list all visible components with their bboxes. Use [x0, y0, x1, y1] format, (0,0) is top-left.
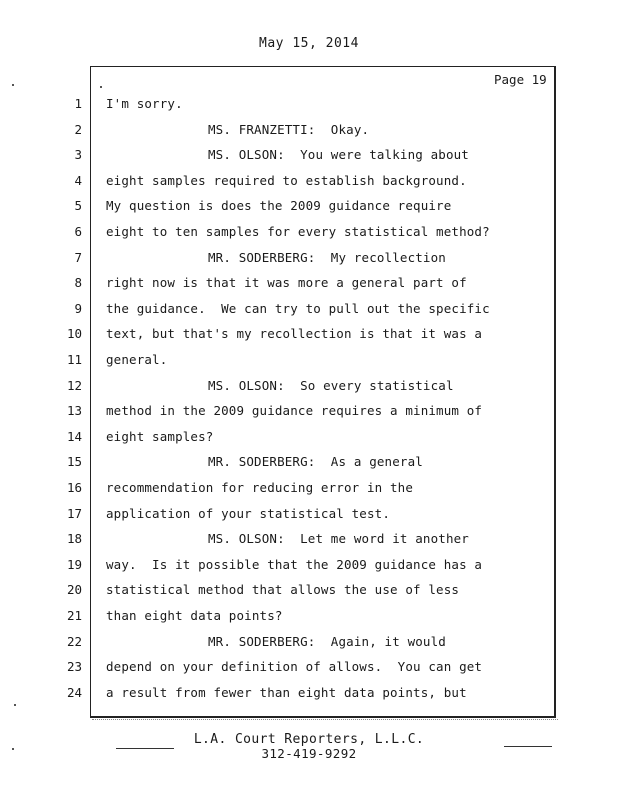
line-number: 5 [74, 198, 82, 214]
line-text: than eight data points? [106, 608, 283, 623]
transcript-line [0, 506, 618, 526]
line-number: 12 [66, 377, 82, 393]
transcript-line [0, 250, 618, 270]
transcript-line [0, 429, 618, 449]
line-text: method in the 2009 guidance requires a minimum of [106, 403, 483, 419]
transcript-line [0, 634, 618, 654]
line-number: 24 [66, 684, 82, 700]
line-number: 9 [74, 300, 82, 316]
line-number: 15 [66, 454, 82, 470]
line-text: MR. SODERBERG: My recollection [208, 249, 446, 265]
transcript-line [0, 275, 618, 295]
line-text: way. Is it possible that the 2009 guidance has a [106, 556, 483, 572]
line-number: 21 [66, 608, 82, 623]
frame-bottom-shadow [92, 719, 558, 722]
line-number: 8 [74, 275, 82, 291]
line-number: 17 [66, 505, 82, 521]
transcript-line [0, 301, 618, 321]
transcript-line [0, 531, 618, 551]
line-text: My question is does the 2009 guidance require [106, 198, 452, 214]
line-text: eight samples? [106, 428, 214, 444]
line-number: 7 [74, 249, 82, 265]
line-text: statistical method that allows the use of less [106, 582, 460, 598]
line-text: right now is that it was more a general part of [106, 275, 467, 291]
transcript-line [0, 403, 618, 423]
line-number: 20 [66, 582, 82, 598]
transcript-line [0, 480, 618, 500]
line-text: general. [106, 352, 168, 367]
page-number: Page 19 [494, 72, 547, 87]
line-text: application of your statistical test. [106, 505, 390, 521]
transcript-date: May 15, 2014 [259, 36, 359, 51]
line-text: a result from fewer than eight data points, but [106, 684, 467, 700]
line-text: MS. OLSON: So every statistical [208, 377, 454, 393]
court-reporter-phone: 312-419-9292 [261, 746, 357, 761]
transcript-line [0, 147, 618, 167]
scan-speck [12, 84, 14, 86]
transcript-line [0, 198, 618, 218]
line-number: 4 [74, 172, 82, 188]
line-number: 13 [66, 403, 82, 419]
transcript-line [0, 96, 618, 116]
line-number: 11 [66, 352, 82, 367]
line-text: MR. SODERBERG: Again, it would [208, 633, 446, 649]
line-text: I'm sorry. [106, 96, 183, 111]
line-number: 14 [66, 428, 82, 444]
scan-speck [12, 748, 14, 750]
line-text: MS. OLSON: Let me word it another [208, 531, 469, 547]
line-number: 3 [74, 147, 82, 163]
transcript-line [0, 173, 618, 193]
line-number: 23 [66, 659, 82, 675]
line-number: 6 [74, 224, 82, 239]
line-number: 16 [66, 480, 82, 495]
transcript-line [0, 557, 618, 577]
line-text: eight to ten samples for every statistical method? [106, 224, 490, 239]
transcript-line [0, 122, 618, 142]
transcript-line [0, 685, 618, 705]
transcript-line [0, 326, 618, 346]
transcript-line [0, 352, 618, 372]
line-text: eight samples required to establish background. [106, 172, 467, 188]
line-text: MS. FRANZETTI: Okay. [208, 121, 370, 137]
court-reporter-name: L.A. Court Reporters, L.L.C. [193, 732, 425, 747]
line-number: 22 [66, 633, 82, 649]
transcript-line [0, 608, 618, 628]
line-text: depend on your definition of allows. You can get [106, 659, 483, 675]
line-number: 2 [74, 121, 82, 137]
line-text: the guidance. We can try to pull out the specific [106, 300, 490, 316]
line-number: 19 [66, 556, 82, 572]
transcript-line [0, 582, 618, 602]
line-text: recommendation for reducing error in the [106, 480, 414, 495]
line-number: 1 [74, 96, 82, 111]
line-text: MR. SODERBERG: As a general [208, 454, 423, 470]
scan-speck [14, 704, 16, 706]
transcript-line [0, 454, 618, 474]
transcript-line [0, 224, 618, 244]
line-number: 10 [66, 326, 82, 342]
transcript-line [0, 378, 618, 398]
line-text: MS. OLSON: You were talking about [208, 147, 469, 163]
transcript-line [0, 659, 618, 679]
scan-speck [100, 86, 102, 88]
line-number: 18 [66, 531, 82, 547]
line-text: text, but that's my recollection is that it was a [106, 326, 483, 342]
